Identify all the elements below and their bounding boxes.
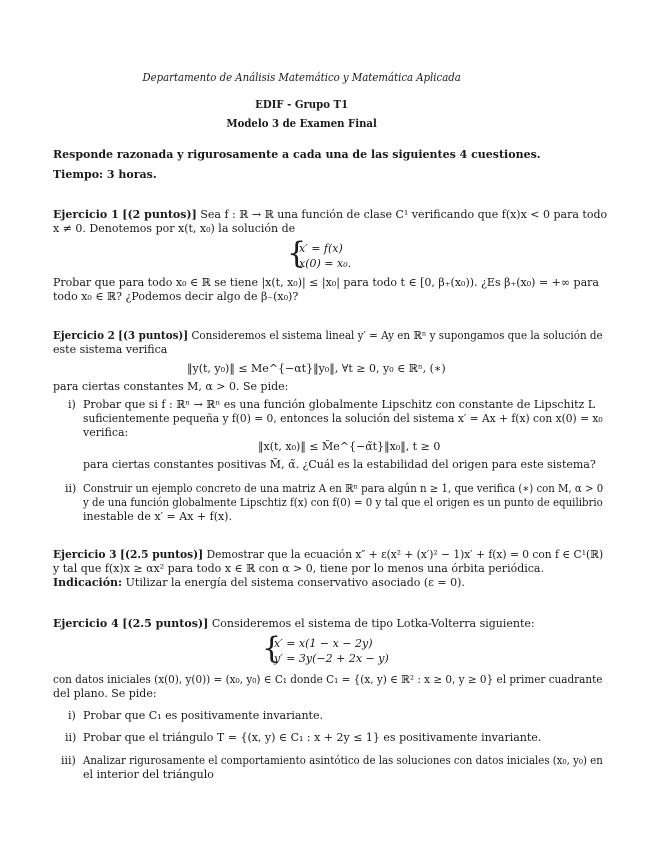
exercise-4-text-line2: con datos iniciales (x(0), y(0)) = (x₀, y₀) ∈ C₁ donde C₁ = {(x, y) ∈ ℝ² : x ≥ 0, y ≥ 0} el primer cuadrante	[53, 673, 603, 686]
exercise-3-title: Ejercicio 3	[53, 548, 117, 561]
exam-instruction: Responde razonada y rigurosamente a cada una de las siguientes 4 cuestiones.	[53, 148, 541, 161]
exam-model-title: Modelo 3 de Examen Final	[226, 117, 377, 130]
exercise-2-text-line2: este sistema verifica	[53, 343, 168, 356]
exercise-4-item-i-label: i)	[68, 709, 76, 722]
exercise-1-text-line2: x ≠ 0. Denotemos por x(t, x₀) la solución de	[53, 222, 296, 235]
exercise-3-hint	[53, 576, 465, 590]
exercise-4-item-iii-label: iii)	[61, 754, 76, 767]
exercise-2-item-i-equation: ‖x(t, x₀)‖ ≤ M̃e^{−α̃t}‖x₀‖, t ≥ 0	[258, 440, 441, 453]
exercise-4-system-eq2: y′ = 3y(−2 + 2x − y)	[274, 652, 389, 665]
department-name: Departamento de Análisis Matemático y Matemática Aplicada	[142, 71, 461, 84]
exercise-4-text-line1: Consideremos el sistema de tipo Lotka-Volterra siguiente:	[211, 617, 535, 630]
exercise-4-item-iii-line2: el interior del triángulo	[83, 768, 214, 781]
exercise-4-header	[53, 617, 535, 631]
exercise-4-text-line3: del plano. Se pide:	[53, 687, 157, 700]
exercise-3-points: [(2.5 puntos)]	[119, 548, 204, 561]
exercise-3-text-line1: Demostrar que la ecuación x″ + ε(x² + (x′)² − 1)x′ + f(x) = 0 con f ∈ C¹(ℝ)	[206, 548, 604, 561]
exercise-2-item-ii-line3: inestable de x′ = Ax + f(x).	[83, 510, 232, 523]
exercise-1-text-line4: todo x₀ ∈ ℝ? ¿Podemos decir algo de β₋(x₀)?	[53, 290, 299, 303]
exercise-1-system-eq1: x′ = f(x)	[299, 242, 343, 255]
exercise-3-hint-label: Indicación:	[53, 576, 123, 589]
exercise-2-item-i-line3: verifica:	[83, 426, 129, 439]
left-brace: {	[262, 631, 282, 666]
exercise-4-item-iii-line1: Analizar rigurosamente el comportamiento asintótico de las soluciones con datos iniciales (x₀, y₀) en	[83, 754, 603, 767]
exercise-1-text-line1: Sea f : ℝ → ℝ una función de clase C¹ verificando que f(x)x < 0 para todo	[200, 208, 608, 221]
exercise-4-item-i-text: Probar que C₁ es positivamente invariante.	[83, 709, 323, 722]
exercise-2-item-ii-line1: Construir un ejemplo concreto de una matriz A en ℝⁿ para algún n ≥ 1, que verifica (∗) con M, α > 0	[83, 482, 604, 495]
left-brace: {	[287, 236, 307, 271]
exercise-4-item-ii-text: Probar que el triángulo T = {(x, y) ∈ C₁ : x + 2y ≤ 1} es positivamente invariante.	[83, 731, 542, 744]
exercise-1-points: [(2 puntos)]	[122, 208, 197, 221]
exercise-1-system-eq2: x(0) = x₀.	[299, 257, 352, 270]
exercise-2-points: [(3 puntos)]	[118, 329, 189, 342]
exercise-4-item-ii-label: ii)	[65, 731, 77, 744]
exercise-4-system-eq1: x′ = x(1 − x − 2y)	[274, 637, 373, 650]
exercise-1-header	[53, 208, 608, 222]
exercise-2-item-ii-line2: y de una función globalmente Lipschtiz f(x) con f(0) = 0 y tal que el origen es un punto de equilibrio	[83, 496, 603, 509]
exercise-2-title: Ejercicio 2	[53, 329, 115, 342]
exercise-1-text-line3: Probar que para todo x₀ ∈ ℝ se tiene |x(t, x₀)| ≤ |x₀| para todo t ∈ [0, β₊(x₀)). ¿Es β₊(x₀) = +∞ para	[53, 276, 599, 289]
exercise-2-text-line3: para ciertas constantes M, α > 0. Se pide:	[53, 380, 289, 393]
exercise-2-item-i-line1: Probar que si f : ℝⁿ → ℝⁿ es una función globalmente Lipschitz con constante de Lipschitz L	[83, 398, 596, 411]
exercise-2-item-ii-label: ii)	[65, 482, 77, 495]
exercise-2-item-i-label: i)	[68, 398, 76, 411]
course-title: EDIF - Grupo T1	[255, 98, 349, 111]
exercise-3-hint-text: Utilizar la energía del sistema conservativo asociado (ε = 0).	[125, 576, 465, 589]
exercise-3-header	[53, 548, 603, 562]
exercise-2-header	[53, 329, 603, 343]
exercise-3-text-line2: y tal que f(x)x ≥ αx² para todo x ∈ ℝ con α > 0, tiene por lo menos una órbita periódica.	[53, 562, 544, 575]
exercise-4-points: [(2.5 puntos)]	[122, 617, 209, 630]
exercise-4-title: Ejercicio 4	[53, 617, 119, 630]
exercise-2-item-i-line4: para ciertas constantes positivas M̃, α̃. ¿Cuál es la estabilidad del origen para este sistema?	[83, 458, 596, 471]
exam-time: Tiempo: 3 horas.	[53, 168, 157, 181]
exercise-1-title: Ejercicio 1	[53, 208, 119, 221]
exercise-2-item-i-line2: suficientemente pequeña y f(0) = 0, entonces la solución del sistema x′ = Ax + f(x) con x(0) = x₀	[83, 412, 603, 425]
exercise-2-equation: ‖y(t, y₀)‖ ≤ Me^{−αt}‖y₀‖, ∀t ≥ 0, y₀ ∈ ℝⁿ, (∗)	[187, 362, 446, 375]
exercise-2-text-line1: Consideremos el sistema lineal y′ = Ay en ℝⁿ y supongamos que la solución de	[191, 329, 603, 342]
